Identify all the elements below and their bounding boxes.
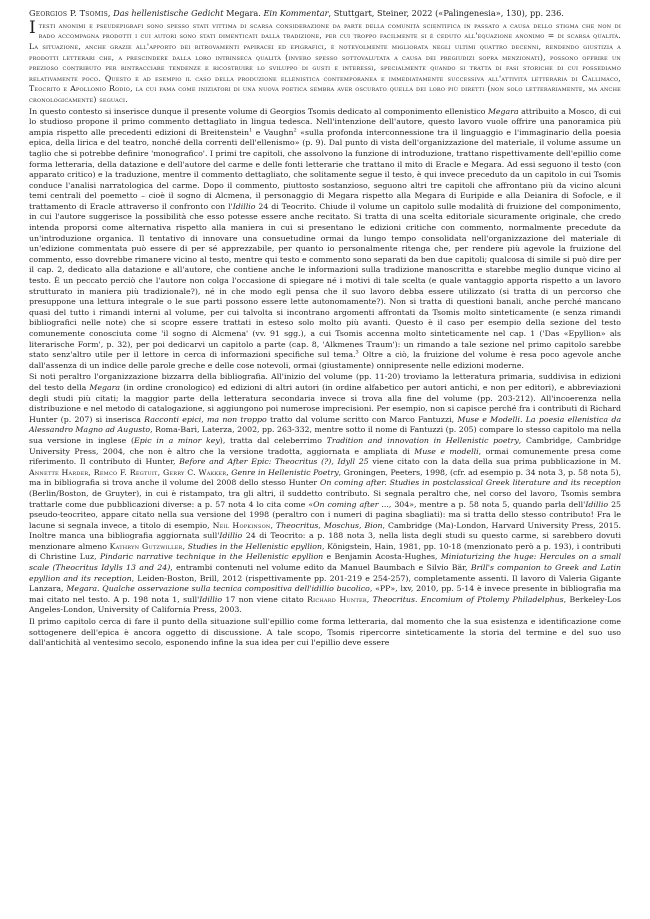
italic-title: Idillio xyxy=(219,531,243,541)
paragraph-text: , Leiden-Boston, Brill, 2012 (rispettivamente pp. 201-219 e 254-257), completamente assenti. Il lavoro di Valeria Gigante Lanzara, xyxy=(29,573,621,594)
paragraph-text: 24 di Teocrito: a p. 188 nota 3, nella lista degli studi su questo carme, si sarebbero dovuti menzionare almeno xyxy=(29,531,621,551)
italic-title: Genre in Hellenistic Poetry xyxy=(231,467,339,477)
italic-title: Theocritus. Encomium of Ptolemy Philadelphus xyxy=(372,594,564,604)
initial-capital: I xyxy=(29,17,36,38)
review-bibliographic-header: Georgios P. Tsomis, Das hellenistische Gedicht Megara. Ein Kommentar, Stuttgart, Steiner, 2022 («Palingenesia», 130), pp. 236. xyxy=(29,8,564,18)
italic-title: Megara. Qualche osservazione sulla tecnica compositiva dell'idillio bucolico xyxy=(66,584,370,594)
paragraph-text: tratto dal volume scritto con Marco Fantuzzi, xyxy=(266,414,458,424)
paragraph-text: ), tratta dal celeberrimo xyxy=(219,435,327,445)
paragraph-text: attribuito a Mosco, di cui lo studioso propone il primo commento dettagliato in lingua tedesca. Nell'intenzione dell'autore, questo lavoro vuole offrire una panoramica più ampia rispetto alle precedenti edizioni di Breitenstein xyxy=(29,106,621,137)
italic-title: Idillio xyxy=(585,499,609,509)
italic-title: Before and After Epic: Theocritus (?), Idyll 25 xyxy=(179,457,369,467)
author-smallcaps: Neil Hopkinson xyxy=(212,520,271,530)
paragraph-text: , ormai comunemente presa come riferimento. Il contributo di Hunter, xyxy=(29,446,621,467)
review-paragraph-4 xyxy=(29,617,621,649)
italic-title: Megara xyxy=(89,382,121,392)
paragraph-text: , Berkeley-Los Angeles-London, University of California Press, 2003. xyxy=(29,594,622,615)
paragraph-text: «sulla profonda interconnessione tra il linguaggio e l'immaginario della poesia epica, della lirica e del teatro, nonché della correnti dell'ellenismo» (p. 9). Dal punto di vista dell'organizzazione del materiale, il volume assume un taglio che si potrebbe definire 'monografico'. I primi tre capitoli, che assolvono la funzione di introduzione, trattano rispettivamente dell'epillio come forma letteraria, della datazione e dell'autore del carme e delle fonti letterarie che trattano il mito di Eracle e Megara. Ad essi seguono il testo (con apparato critico) e la traduzione, mentre il commento dettagliato, che solitamente segue il testo, è qui invece preceduto da un capitolo in cui Tsomis conduce l'analisi narratologica del carme. Dopo il commento, piuttosto sostanzioso, seguono altri tre capitoli che affrontano più da vicino alcuni temi centrali del poemetto – cioè il sogno di Alcmena, il personaggio di Megara rispetto alla Megara di Euripide e alla Deianira di Sofocle, e il trattamento di Eracle attraverso il confronto con l' xyxy=(29,127,621,211)
italic-title: Idillio xyxy=(232,201,256,211)
author-smallcaps: Annette Harder, Remco F. Regtuit, Gerry C. Wakker xyxy=(29,467,227,477)
paragraph-text: Si noti peraltro l'organizzazione bizzarra della bibliografia. All'inizio del volume (pp. 11-20) troviamo la letteratura primaria, suddivisa in edizioni del testo della xyxy=(29,372,621,392)
italic-title: Racconti epici, ma non troppo xyxy=(144,414,267,424)
paragraph-text: 17 non viene citato xyxy=(222,594,308,604)
paragraph-text: e Benjamin Acosta-Hughes, xyxy=(323,552,441,562)
paragraph-text: , Cambridge (Ma)-London, Harvard University Press, 2015. Inoltre manca una bibliografia aggiornata sull' xyxy=(29,520,622,541)
paragraph-text: viene citato con la data della sua prima pubblicazione in M. xyxy=(368,457,622,467)
reviewed-book-title-tail: Megara xyxy=(223,8,259,18)
italic-title: Studies in the Hellenistic epyllion xyxy=(187,541,323,551)
italic-title: Megara xyxy=(487,106,519,116)
paragraph-text: , Cambridge, Cambridge University Press, 2004, che non è altro che la versione tradotta, aggiornata e ampliata di xyxy=(29,435,621,456)
paragraph-text: In questo contesto si inserisce dunque il presente volume di Georgios Tsomis dedicato al componimento ellenistico xyxy=(29,106,488,116)
paragraph-text: e Vaughn xyxy=(252,127,294,137)
italic-title: Pindaric narrative technique in the Hellenistic epyllion xyxy=(99,552,324,562)
italic-title: Epic in a minor key xyxy=(134,435,220,445)
reviewed-book-author: Georgios P. Tsomis xyxy=(29,8,108,18)
italic-title: Brill's companion to Greek and Latin epyllion and its reception xyxy=(29,563,621,583)
italic-title: Tradition and innovation in Hellenistic poetry xyxy=(326,435,519,445)
reviewed-book-publisher: , Stuttgart, Steiner, 2022 («Palingenesia», 130), pp. 236. xyxy=(328,8,564,18)
opening-words: testi anonimi e pseudepigrafi sono spesso stati vittima di scarsa considerazione da parte della comunità scientifica in passato a causa dello stigma che non di rado accompagna prodotti i cui autori sono stati dimenticati dalla tradizione, per cui troppo facilmente si è ceduto all'equazione anonimo = di scarsa qualità. La situazione, anche grazie all'apporto dei ritrovamenti papiracei ed epigrafici, è notevolmente migliorata negli ultimi quattro decenni, rendendo giustizia a prodotti letterari che, a prescindere dalla loro intrinseca qualità (invero spesso sottovalutata a causa dei pregiudizi sopra menzionati), possono offrire un prezioso contributo per rintracciare tendenze e ricostruire lo sviluppo di gusti e interessi, specialmente quando si tratta di fasi storiche di cui possediamo relativamente poco. Questo è ad esempio il caso della produzione ellenistica contemporanea e immediatamente successiva all'attività letteraria di Callimaco, Teocrito e Apollonio Rodio, la cui fama come iniziatori di una nuova poetica sembra aver oscurato quella dei loro più diretti (non solo letterariamente, ma anche cronologicamente) seguaci. xyxy=(29,20,621,104)
paragraph-text: , xyxy=(270,520,277,530)
footnote-marker: 1 xyxy=(249,127,253,134)
paragraph-text: , Königstein, Hain, 1981, pp. 10-18 (menzionato però a p. 193), i contributi di Christine Luz, xyxy=(29,541,621,562)
italic-title: On coming after ... xyxy=(313,499,389,509)
paragraph-text: 24 di Teocrito. Chiude il volume un capitolo sulle modalità di fruizione del componimento, in cui l'autore suggerisce la possibilità che esso potesse essere anche recitato. Si tratta di una scelta editoriale sicuramente originale, che credo intenda proporsi come alternativa rispetto alla maniera in cui si presentano le edizioni critiche con commento, normalmente precedute da un'introduzione organica. Il tentativo di innovare una consuetudine ormai da lungo tempo consolidata nell'organizzazione del materiale di un'edizione commentata può essere di per sé apprezzabile, per quanto io personalmente ritenga che, per rendere più agevole la fruizione del commento, esso dovrebbe rimanere vicino al testo, mentre qui testo e commento sono separati da ben due capitoli; qualcosa di simile si può dire per il cap. 2, dedicato alla datazione e all'autore, che contiene anche le informazioni sulla tradizione manoscritta e starebbe meglio dunque vicino al testo. È un peccato perciò che l'autore non colga l'occasione di spiegare né i motivi di tale scelta (e quale vantaggio apporta rispetto a un lavoro strutturato in maniera più tradizionale?), né in che modo egli pensa che il suo lavoro debba essere utilizzato (si tratta di un percorso che presuppone una lettura integrale o le sue parti possono essere lette autonomamente?). Non si tratta di questioni banali, anche perché mancano quasi del tutto i rimandi interni al volume, per cui talvolta si incontrano argomenti affrontati da Tsomis molto sinteticamente (e senza rimandi bibliografici nelle note) che si scopre essere trattati in esteso solo molto più avanti. Questo è il caso per esempio della sezione del testo comunemente conosciuta come 'il sogno di Alcmena' (vv. 91 sgg.), a cui Tsomis accenna molto sinteticamente nel cap. 1 ('Das «Epyllion» als literarische Form', p. 32), per poi dedicarvi un capitolo a parte (cap. 8, 'Alkmenes Traum'): un rimando a tale sezione nel primo capitolo sarebbe stato senz'altro utile per il lettore in cerca di informazioni specifiche sul tema. xyxy=(29,201,621,360)
paragraph-text: (in ordine cronologico) ed edizioni di altri autori (in ordine alfabetico per autori antichi, e non per editori), e abbreviazioni degli studi più citati; la maggior parte della letteratura secondaria invece si trova alla fine del volume (pp. 203-212). All'incoerenza nella distribuzione e nel metodo di catalogazione, si aggiungono poi numerose imprecisioni. Per esempio, non si capisce perché fra i contributi di Richard Hunter (p. 207) si inserisca xyxy=(29,382,622,424)
italic-title: On coming after. Studies in postclassical Greek literature and its reception xyxy=(319,478,621,488)
paragraph-text: , xyxy=(366,594,373,604)
paragraph-text: , entrambi contenuti nel volume edito da Manuel Baumbach e Silvio Bär, xyxy=(170,563,471,573)
reviewed-book-title: Das hellenistische Gedicht xyxy=(113,8,224,18)
author-smallcaps: Richard Hunter xyxy=(307,594,367,604)
paragraph-text: , xyxy=(226,467,232,477)
review-text-column xyxy=(29,8,621,908)
paragraph-text: 25 pseudo-teocriteo, appare citato nella sua versione del 1998 (peraltro con i numeri di pagina sbagliati): ma si tratta dello stesso contributo! Fra le lacune si segnala invece, a titolo di esempio, xyxy=(29,499,622,530)
review-paragraph-2 xyxy=(29,107,621,372)
paragraph-text: , Groningen, Peeters, 1998, (cfr. ad esempio p. 34 nota 3, p. 58 nota 5), ma in bibliografia si trova anche il volume del 2008 dello stesso Hunter xyxy=(29,467,621,488)
paragraph-text: Oltre a ciò, la fruizione del volume è resa poco agevole anche dall'assenza di un indice delle parole greche e delle cose notevoli, ormai (giustamente) onnipresente nelle edizioni moderne. xyxy=(29,350,621,370)
footnote-marker: 2 xyxy=(293,127,297,134)
paragraph-text: Il primo capitolo cerca di fare il punto della situazione sull'epillio come forma letteraria, dal momento che la sua esistenza e identificazione come sottogenere dell'epica è ancora oggetto di discussione. A tale scopo, Tsomis ripercorre sinteticamente la storia del termine e del suo uso dall'antichità al ventesimo secolo, esponendo infine la sua idea per cui l'epillio deve essere xyxy=(29,617,621,648)
footnote-marker: 3 xyxy=(355,349,359,356)
paragraph-text: (Berlin/Boston, de Gruyter), in cui è ristampato, tra gli altri, il suddetto contributo. Si segnala peraltro che, nel corso del lavoro, Tsomis sembra trattarle come due pubblicazioni diverse: a p. 57 nota 4 lo cita come « xyxy=(29,488,621,509)
paragraph-text: , xyxy=(182,541,188,551)
paragraph-text: , «PP», lxv, 2010, pp. 5-14 è invece presente in bibliografia ma mai citato nel testo. A p. 198 nota 1, sull' xyxy=(29,584,621,604)
paragraph-text: , 304», mentre a p. 58 nota 5, quando parla dell' xyxy=(388,499,586,509)
italic-title: Muse e modelli xyxy=(414,446,479,456)
author-smallcaps: Kathryn Gutzwiller xyxy=(109,541,183,551)
review-paragraph-1 xyxy=(29,17,621,106)
reviewed-book-subtitle: . Ein Kommentar xyxy=(258,8,329,18)
italic-title: Idillio xyxy=(199,594,223,604)
italic-title: Muse e Modelli. La poesia ellenistica da Alessandro Magno ad Augusto xyxy=(29,414,621,435)
italic-title: Theocritus, Moschus, Bion xyxy=(276,520,383,530)
paragraph-text: , Roma-Bari, Laterza, 2002, pp. 263-332, mentre sotto il nome di Fantuzzi (p. 205) compare lo stesso capitolo ma nella sua versione in inglese ( xyxy=(29,425,621,445)
italic-title: Miniaturizing the huge: Hercules on a small scale (Theocritus Idylls 13 and 24) xyxy=(29,552,621,573)
review-paragraph-3 xyxy=(29,372,621,616)
